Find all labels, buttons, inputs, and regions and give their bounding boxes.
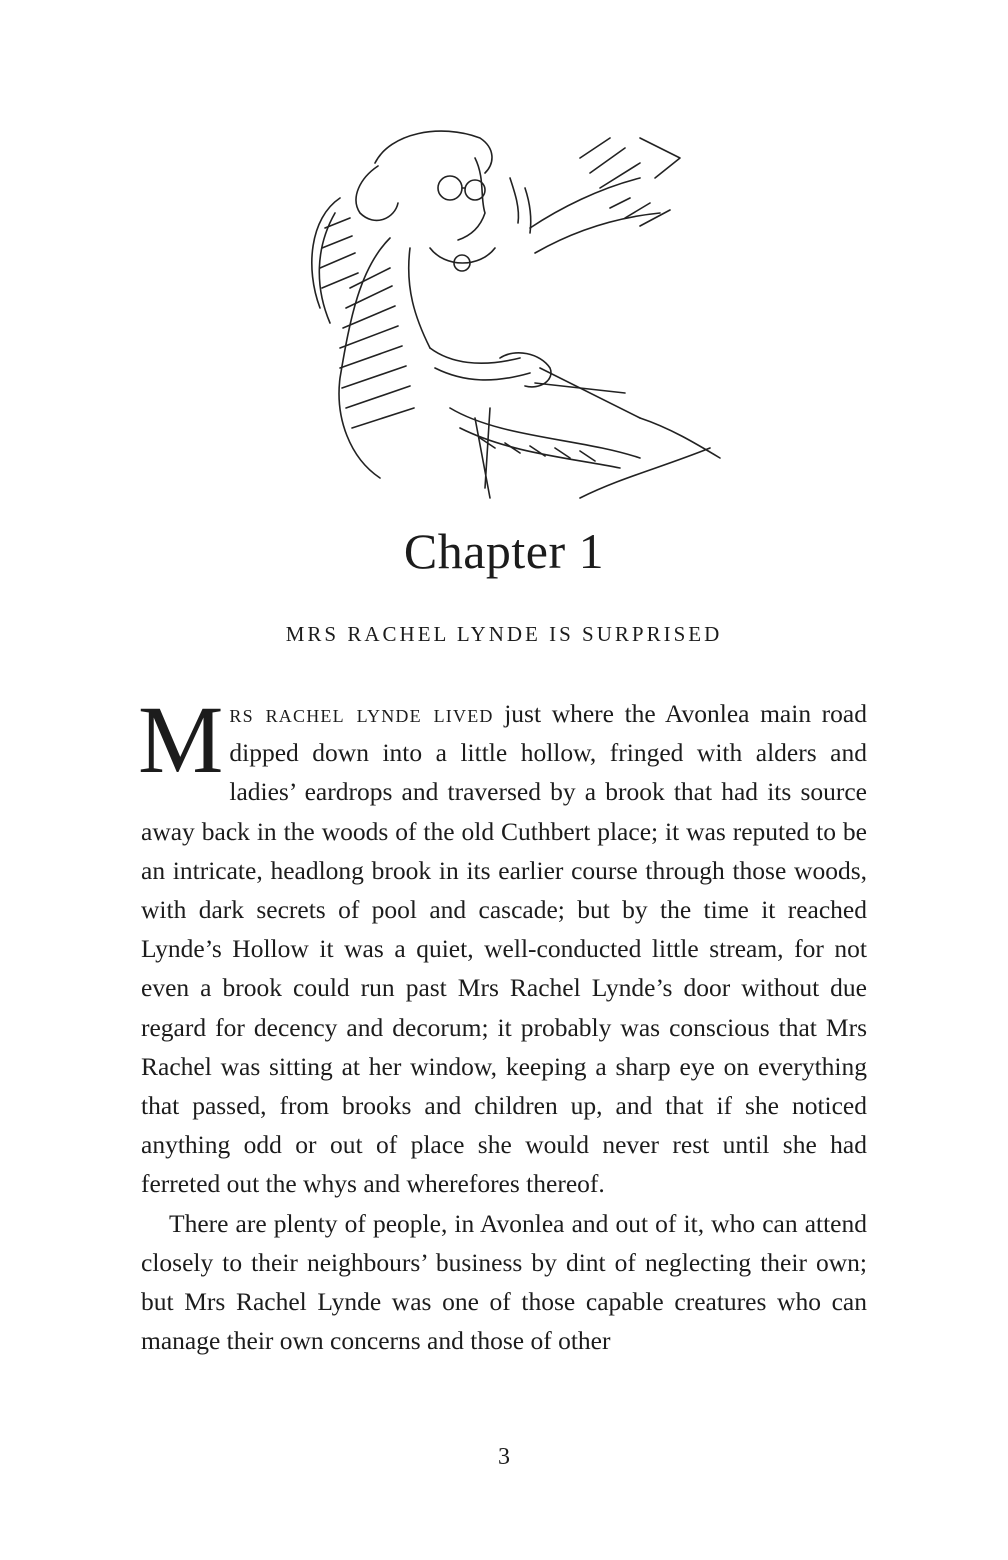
body-text xyxy=(138,686,867,1360)
paragraph-1-text: just where the Avonlea main road dipped down into a little hollow, fringed with alders and ladies’ eardrops and traversed by a brook that had its source away back in the woods of the old Cuthbert place; it was reputed to be an intricate, headlong brook in its earlier course through those woods, with dark secrets of pool and cascade; but by the time it reached Lynde’s Hollow it was a quiet, well-conducted little stream, for not even a brook could run past Mrs Rachel Lynde’s door without due regard for decency and decorum; it probably was conscious that Mrs Rachel was sitting at her window, keeping a sharp eye on everything that passed, from brooks and children up, and that if she noticed anything odd or out of place she would never rest until she had ferreted out the whys and wherefores thereof. xyxy=(141,699,867,1199)
woman-knitting-illustration-icon xyxy=(280,118,728,508)
paragraph-1 xyxy=(138,686,867,1204)
chapter-illustration xyxy=(280,118,728,508)
paragraph-2: There are plenty of people, in Avonlea and out of it, who can attend closely to their neighbours’ business by dint of neglecting their own; but Mrs Rachel Lynde was one of those capable creatures who can manage their own concerns and those of other xyxy=(141,1208,867,1356)
chapter-subtitle: MRS RACHEL LYNDE IS SURPRISED xyxy=(285,622,723,646)
page-number: 3 xyxy=(498,1444,510,1470)
chapter-title: Chapter 1 xyxy=(403,523,605,579)
smallcaps-lead: rs rachel lynde lived xyxy=(229,699,494,728)
drop-cap: M xyxy=(138,686,224,793)
